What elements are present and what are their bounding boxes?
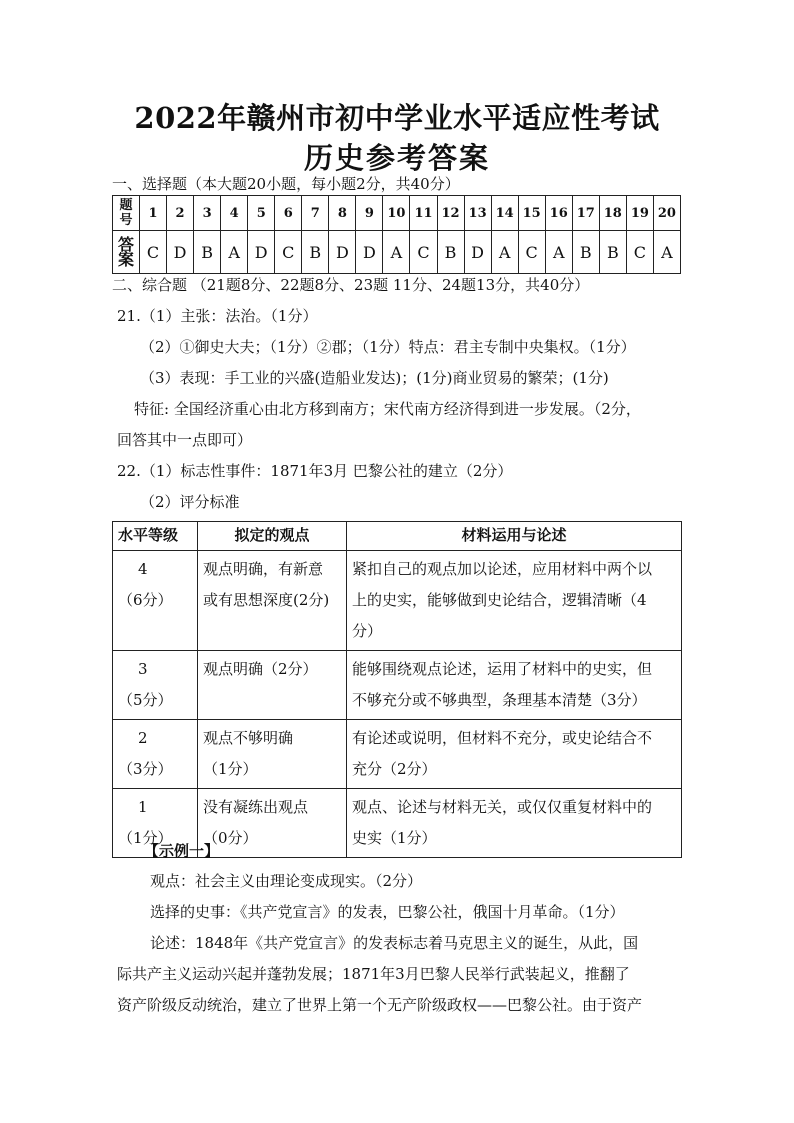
argument-text: 能够围绕观点论述，运用了材料中的史实，但 <box>352 660 653 678</box>
answer-letter: D <box>329 231 356 274</box>
example-argument: 际共产主义运动兴起并蓬勃发展；1871年3月巴黎人民举行武装起义，推翻了 <box>117 965 630 983</box>
question-number: 9 <box>356 196 383 231</box>
answer-letter: C <box>140 231 167 274</box>
answer-letter: B <box>599 231 626 274</box>
argument-text: 有论述或说明，但材料不充分，或史论结合不 <box>352 729 653 747</box>
answer-letter: B <box>194 231 221 274</box>
section-choice-heading: 一、选择题（本大题20小题，每小题2分，共40分） <box>112 175 460 193</box>
answer-letter: D <box>356 231 383 274</box>
example-argument: 论述：1848年《共产党宣言》的发表标志着马克思主义的诞生，从此，国 <box>150 934 639 952</box>
answer-letter: D <box>248 231 275 274</box>
answer-letter: A <box>491 231 518 274</box>
argument-text: 上的史实，能够做到史论结合，逻辑清晰（4 <box>352 591 647 609</box>
question-number: 10 <box>383 196 410 231</box>
answer-letter: B <box>572 231 599 274</box>
header-view: 拟定的观点 <box>198 522 347 551</box>
level-points: （3分） <box>118 760 173 778</box>
argument-text: 观点、论述与材料无关，或仅仅重复材料中的 <box>352 798 653 816</box>
level-points: （1分） <box>118 829 173 847</box>
example-argument: 资产阶级反动统治，建立了世界上第一个无产阶级政权——巴黎公社。由于资产 <box>117 996 643 1014</box>
answer-table <box>112 195 681 274</box>
level-number: 4 <box>138 560 148 578</box>
example-heading: 【示例一】 <box>144 842 220 860</box>
level-number: 3 <box>138 660 148 678</box>
answer-row-label: 答 案 <box>113 231 140 274</box>
document-subtitle: 历史参考答案 <box>303 141 490 175</box>
q21-part1: 21.（1）主张：法治。（1分） <box>117 307 318 325</box>
question-number: 8 <box>329 196 356 231</box>
answer-letter: A <box>383 231 410 274</box>
answer-letter: D <box>167 231 194 274</box>
question-number: 2 <box>167 196 194 231</box>
answer-letter: C <box>626 231 653 274</box>
scoring-row <box>113 720 682 789</box>
number-row-label: 题 号 <box>113 196 140 231</box>
scoring-table-header <box>113 522 682 551</box>
scoring-table <box>112 521 682 858</box>
scoring-row <box>113 551 682 651</box>
question-number: 6 <box>275 196 302 231</box>
level-points: （6分） <box>118 591 173 609</box>
answer-letter: A <box>653 231 680 274</box>
answer-table-number-row <box>113 196 681 231</box>
question-number: 16 <box>545 196 572 231</box>
example-view: 观点：社会主义由理论变成现实。（2分） <box>150 872 423 890</box>
answer-letter: A <box>545 231 572 274</box>
question-number: 5 <box>248 196 275 231</box>
answer-letter: B <box>437 231 464 274</box>
view-text: （1分） <box>203 760 258 778</box>
document-title: 2022年赣州市初中学业水平适应性考试 <box>134 101 660 135</box>
argument-text: 分） <box>352 622 383 640</box>
question-number: 13 <box>464 196 491 231</box>
answer-letter: C <box>275 231 302 274</box>
example-events: 选择的史事：《共产党宣言》的发表，巴黎公社，俄国十月革命。（1分） <box>150 903 625 921</box>
q21-part2: （2）①御史大夫；（1分）②郡；（1分）特点：君主专制中央集权。（1分） <box>140 338 636 356</box>
header-level: 水平等级 <box>113 522 198 551</box>
question-number: 11 <box>410 196 437 231</box>
level-number: 2 <box>138 729 148 747</box>
q22-part1: 22.（1）标志性事件：1871年3月 巴黎公社的建立（2分） <box>117 462 513 480</box>
q21-feature: 特征: 全国经济重心由北方移到南方；宋代南方经济得到进一步发展。（2分， <box>134 400 641 418</box>
question-number: 15 <box>518 196 545 231</box>
argument-text: 史实（1分） <box>352 829 437 847</box>
question-number: 7 <box>302 196 329 231</box>
view-text: 观点明确，有新意 <box>203 560 324 578</box>
section-comprehensive-heading: 二、综合题 （21题8分、22题8分、23题 11分、24题13分，共40分） <box>112 276 590 294</box>
view-text: 或有思想深度(2分) <box>203 591 330 609</box>
answer-letter: C <box>410 231 437 274</box>
question-number: 1 <box>140 196 167 231</box>
scoring-row <box>113 651 682 720</box>
answer-letter: A <box>221 231 248 274</box>
answer-letter: D <box>464 231 491 274</box>
view-text: 观点明确（2分） <box>203 660 318 678</box>
answer-table-answer-row <box>113 231 681 274</box>
question-number: 18 <box>599 196 626 231</box>
question-number: 4 <box>221 196 248 231</box>
argument-text: 不够充分或不够典型，条理基本清楚（3分） <box>352 691 647 709</box>
level-points: （5分） <box>118 691 173 709</box>
question-number: 20 <box>653 196 680 231</box>
q22-part2: （2）评分标准 <box>140 493 240 511</box>
level-number: 1 <box>138 798 148 816</box>
view-text: 观点不够明确 <box>203 729 294 747</box>
argument-text: 紧扣自己的观点加以论述，应用材料中两个以 <box>352 560 653 578</box>
view-text: 没有凝练出观点 <box>203 798 309 816</box>
answer-letter: C <box>518 231 545 274</box>
answer-letter: B <box>302 231 329 274</box>
question-number: 12 <box>437 196 464 231</box>
question-number: 14 <box>491 196 518 231</box>
q21-part3: （3）表现：手工业的兴盛(造船业发达)；(1分)商业贸易的繁荣；(1分) <box>140 369 609 387</box>
header-argument: 材料运用与论述 <box>347 522 682 551</box>
q21-note: 回答其中一点即可） <box>117 431 253 449</box>
argument-text: 充分（2分） <box>352 760 437 778</box>
view-text: （0分） <box>203 829 258 847</box>
question-number: 17 <box>572 196 599 231</box>
question-number: 19 <box>626 196 653 231</box>
question-number: 3 <box>194 196 221 231</box>
